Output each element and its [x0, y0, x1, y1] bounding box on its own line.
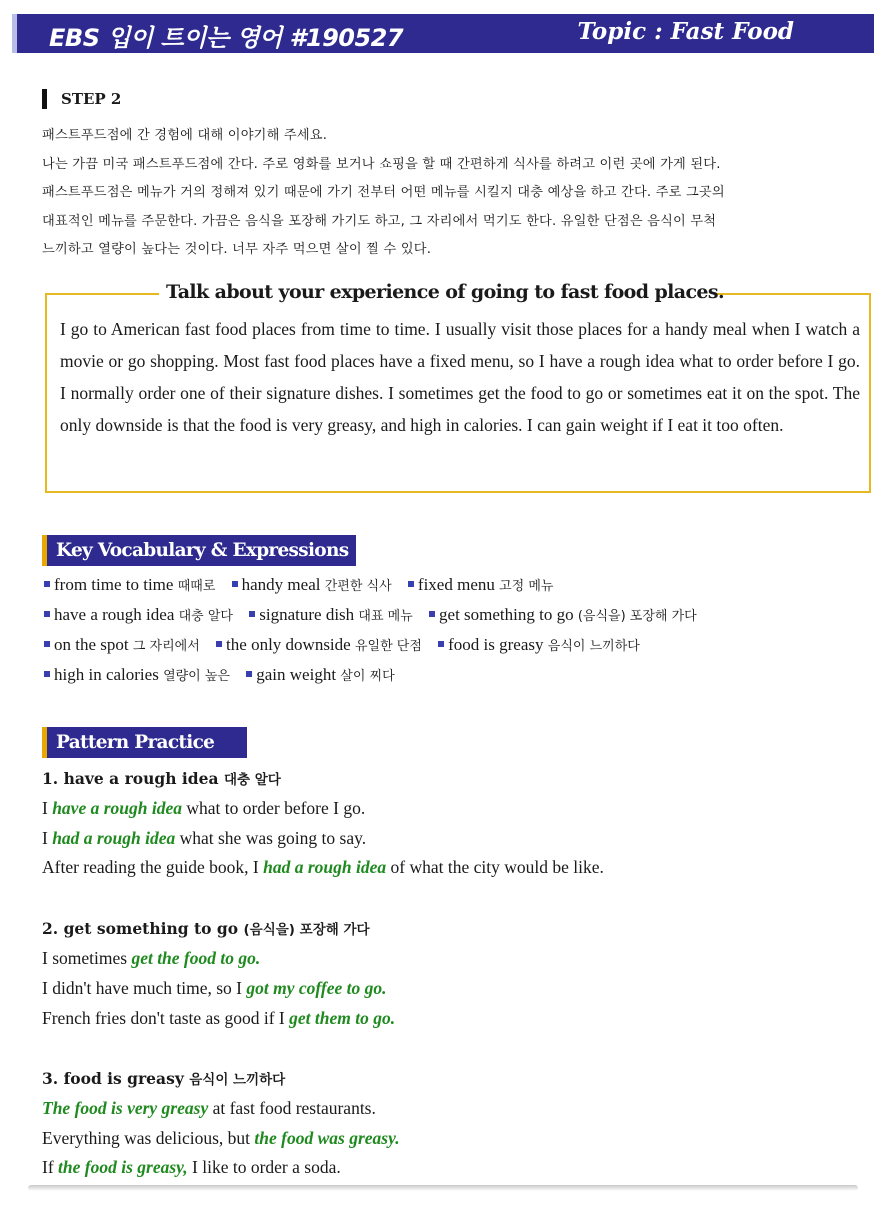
vocab-item — [246, 665, 394, 685]
pattern-korean: 대충 알다 — [223, 772, 281, 788]
example-highlight: The food is very greasy — [42, 1098, 209, 1118]
example-highlight: the food is greasy, — [58, 1157, 188, 1177]
talk-body: I go to American fast food places from time to time. I usually visit those places for a handy meal when I watch a movie or go shopping. Most fast food places have a fixed menu, so I have a rough idea what to order before I go. I normally order one of their signature dishes. I sometimes get the food to go or sometimes eat it on the spot. The only downside is that the food is very greasy, and high in calories. I can gain weight if I eat it too often. — [60, 319, 860, 435]
pattern-expression: have a rough idea — [63, 769, 219, 788]
bullet-icon — [44, 671, 50, 677]
vocab-en: from time to time — [54, 575, 174, 594]
vocab-row — [44, 665, 407, 685]
pattern-korean: 음식이 느끼하다 — [189, 1072, 286, 1088]
pattern-number: 1. — [42, 769, 59, 788]
pattern-heading: Pattern Practice — [42, 727, 247, 758]
pattern-number: 3. — [42, 1069, 59, 1088]
example-text: I — [42, 828, 53, 848]
korean-line: 대표적인 메뉴를 주문한다. 가끔은 음식을 포장해 가기도 하고, 그 자리에서 먹기도 한다. 유일한 단점은 음식이 무척 — [42, 213, 717, 229]
page-bottom-edge — [28, 1185, 858, 1191]
bullet-icon — [44, 641, 50, 647]
vocab-en: gain weight — [256, 665, 337, 684]
talk-box-border-left — [45, 293, 159, 295]
vocab-ko: (음식을) 포장해 가다 — [577, 609, 697, 624]
vocab-ko: 그 자리에서 — [132, 639, 200, 654]
pattern-title — [42, 918, 370, 938]
example-sentence — [42, 828, 366, 849]
bullet-icon — [44, 581, 50, 587]
pattern-title — [42, 768, 281, 788]
example-text: of what the city would be like. — [386, 857, 604, 877]
vocab-ko: 때때로 — [177, 579, 216, 594]
example-highlight: have a rough idea — [52, 798, 183, 818]
example-text: French fries don't taste as good if I — [42, 1008, 290, 1028]
bullet-icon — [216, 641, 222, 647]
vocab-row — [44, 635, 652, 655]
example-sentence — [42, 948, 260, 969]
example-sentence — [42, 1098, 376, 1119]
pattern-title — [42, 1068, 285, 1088]
example-text: what to order before I go. — [182, 798, 366, 818]
korean-line: 패스트푸드점에 간 경험에 대해 이야기해 주세요. — [42, 128, 328, 143]
korean-line: 느끼하고 열량이 높다는 것이다. 너무 자주 먹으면 살이 찔 수 있다. — [42, 242, 432, 257]
example-text: If — [42, 1157, 59, 1177]
vocab-item — [44, 635, 200, 655]
example-text: I sometimes — [42, 948, 132, 968]
example-highlight: get the food to go. — [131, 948, 261, 968]
page-title: EBS 입이 트이는 영어 #190527 — [49, 24, 404, 52]
vocab-ko: 간편한 식사 — [324, 579, 392, 594]
vocab-en: have a rough idea — [54, 605, 175, 624]
vocab-item — [249, 605, 413, 625]
example-text: After reading the guide book, I — [42, 857, 264, 877]
vocab-item — [408, 575, 554, 595]
example-text: I didn't have much time, so I — [42, 978, 247, 998]
vocab-row — [44, 575, 566, 595]
example-text: at fast food restaurants. — [208, 1098, 376, 1118]
vocab-en: on the spot — [54, 635, 129, 654]
example-sentence — [42, 798, 365, 819]
header-bar — [12, 14, 874, 53]
vocab-ko: 고정 메뉴 — [499, 579, 554, 594]
vocab-en: food is greasy — [448, 635, 544, 654]
example-sentence — [42, 978, 387, 999]
vocab-en: handy meal — [241, 575, 321, 594]
example-highlight: get them to go. — [289, 1008, 396, 1028]
vocab-en: get something to go — [439, 605, 574, 624]
bullet-icon — [408, 581, 414, 587]
vocab-ko: 대충 알다 — [178, 609, 233, 624]
bullet-icon — [429, 611, 435, 617]
vocab-en: signature dish — [259, 605, 355, 624]
example-text: what she was going to say. — [175, 828, 367, 848]
korean-line: 패스트푸드점은 메뉴가 거의 정해져 있기 때문에 가기 전부터 어떤 메뉴를 시킬지 대충 예상을 하고 간다. 주로 그곳의 — [42, 185, 725, 200]
pattern-number: 2. — [42, 919, 59, 938]
vocab-item — [44, 575, 215, 595]
vocab-item — [429, 605, 697, 625]
vocab-en: high in calories — [54, 665, 159, 684]
vocab-item — [232, 575, 392, 595]
example-highlight: the food was greasy. — [254, 1128, 400, 1148]
pattern-expression: food is greasy — [63, 1069, 184, 1088]
vocab-row — [44, 605, 709, 625]
topic-label: Topic : Fast Food — [577, 18, 794, 45]
example-sentence — [42, 1128, 400, 1149]
vocab-item — [438, 635, 640, 655]
pattern-expression: get something to go — [63, 919, 239, 938]
korean-line: 나는 가끔 미국 패스트푸드점에 간다. 주로 영화를 보거나 쇼핑을 할 때 간편하게 식사를 하려고 이런 곳에 가게 된다. — [42, 156, 721, 172]
example-sentence — [42, 1157, 341, 1178]
example-text: I — [42, 798, 53, 818]
vocab-heading: Key Vocabulary & Expressions — [42, 535, 356, 566]
vocab-item — [44, 665, 230, 685]
vocab-ko: 음식이 느끼하다 — [547, 639, 640, 654]
example-highlight: had a rough idea — [263, 857, 387, 877]
bullet-icon — [249, 611, 255, 617]
example-sentence — [42, 1008, 395, 1029]
vocab-ko: 살이 찌다 — [340, 669, 395, 684]
bullet-icon — [232, 581, 238, 587]
vocab-item — [216, 635, 422, 655]
vocab-ko: 유일한 단점 — [354, 639, 422, 654]
step-label: STEP 2 — [42, 89, 121, 109]
example-text: Everything was delicious, but — [42, 1128, 255, 1148]
talk-title: Talk about your experience of going to fast food places. — [166, 281, 725, 303]
bullet-icon — [246, 671, 252, 677]
example-highlight: had a rough idea — [52, 828, 176, 848]
korean-paragraph — [42, 122, 862, 265]
bullet-icon — [44, 611, 50, 617]
example-highlight: got my coffee to go. — [246, 978, 387, 998]
vocab-ko: 대표 메뉴 — [358, 609, 413, 624]
vocab-ko: 열량이 높은 — [163, 669, 230, 684]
talk-box-border-right — [717, 293, 871, 295]
bullet-icon — [438, 641, 444, 647]
vocab-en: the only downside — [226, 635, 351, 654]
example-text: I like to order a soda. — [187, 1157, 341, 1177]
pattern-korean: (음식을) 포장해 가다 — [243, 922, 370, 938]
vocab-en: fixed menu — [417, 575, 495, 594]
vocab-item — [44, 605, 233, 625]
example-sentence — [42, 857, 604, 878]
